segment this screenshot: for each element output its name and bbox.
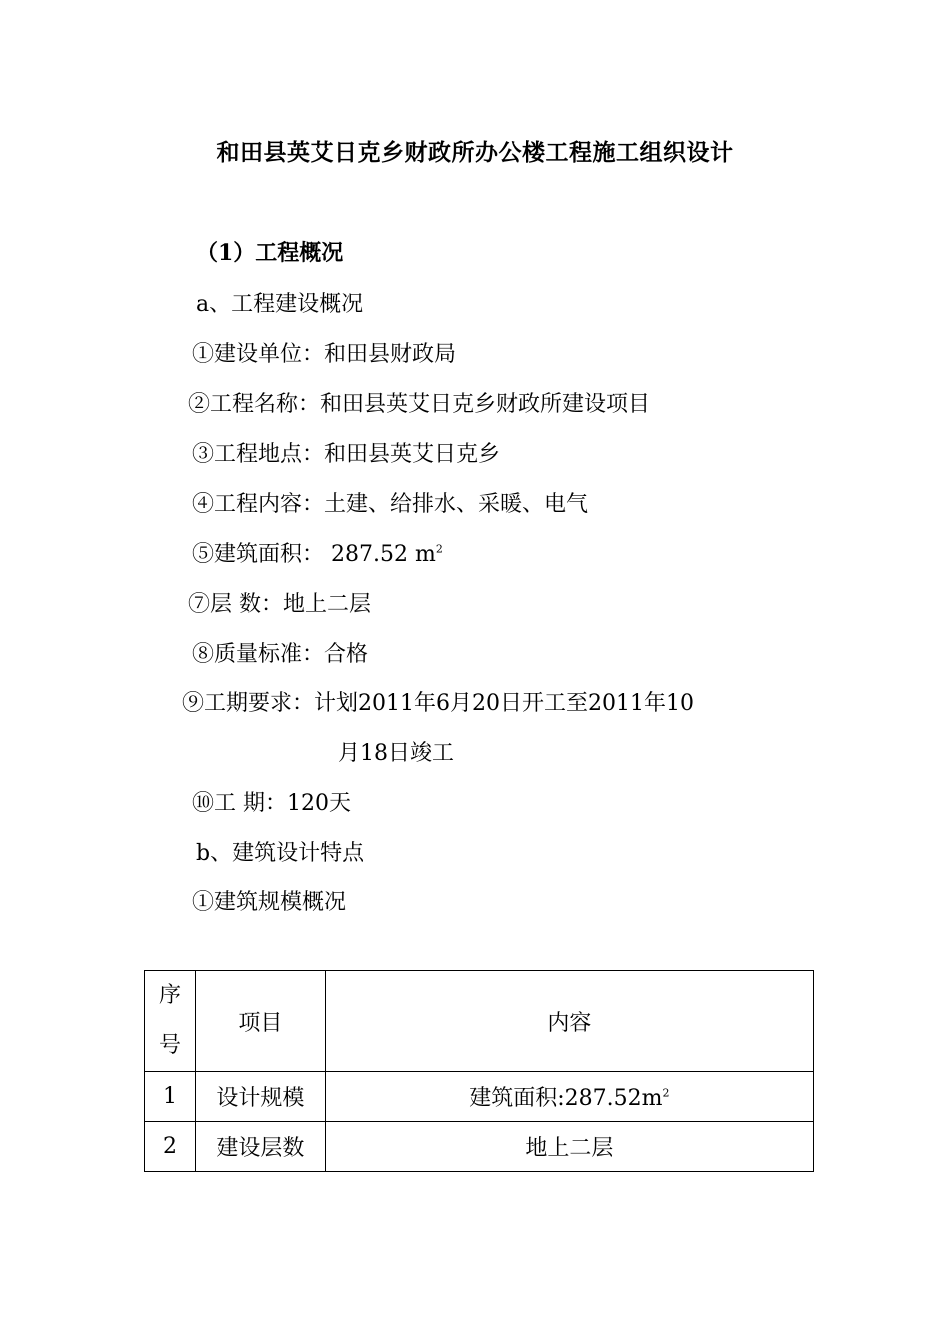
table-header-item: 项目	[195, 971, 325, 1072]
subheading-b: b、建筑设计特点	[196, 841, 365, 866]
table-cell-item: 设计规模	[195, 1072, 325, 1122]
item-location: ③工程地点：和田县英艾日克乡	[192, 442, 501, 467]
scale-table	[144, 970, 814, 1172]
table-header-content: 内容	[325, 971, 813, 1072]
item-area-text: ⑤建筑面积： 287.52 m	[192, 542, 436, 567]
table-cell-content-text: 建筑面积:287.52m	[469, 1086, 663, 1111]
table-cell-content	[325, 1072, 813, 1122]
item-schedule-line2: 月18日竣工	[338, 741, 454, 766]
item-quality: ⑧质量标准：合格	[192, 642, 369, 667]
table-cell-seq: 1	[145, 1072, 196, 1122]
table-cell-content-superscript: 2	[662, 1086, 670, 1100]
item-area-superscript: 2	[435, 542, 443, 556]
item-area	[192, 537, 443, 568]
item-content: ④工程内容：土建、给排水、采暖、电气	[192, 492, 589, 517]
section-heading: （1）工程概况	[196, 240, 344, 266]
item-schedule-line1: ⑨工期要求：计划2011年6月20日开工至2011年10	[182, 691, 694, 716]
item-project-name: ②工程名称：和田县英艾日克乡财政所建设项目	[188, 392, 651, 417]
table-cell-content	[325, 1122, 813, 1172]
table-row	[145, 1122, 814, 1172]
item-owner: ①建设单位：和田县财政局	[192, 342, 457, 367]
table-cell-item: 建设层数	[195, 1122, 325, 1172]
document-title: 和田县英艾日克乡财政所办公楼工程施工组织设计	[216, 139, 734, 166]
item-duration: ⑩工 期：120天	[192, 791, 351, 816]
item-floors: ⑦层 数：地上二层	[188, 592, 371, 617]
table-header-row	[145, 971, 814, 1072]
subheading-b-item: ①建筑规模概况	[192, 890, 347, 915]
table-cell-content-text: 地上二层	[525, 1136, 614, 1161]
table-header-seq: 序号	[145, 971, 196, 1072]
subheading-a: a、工程建设概况	[196, 292, 364, 317]
table-cell-seq: 2	[145, 1122, 196, 1172]
table-row	[145, 1072, 814, 1122]
